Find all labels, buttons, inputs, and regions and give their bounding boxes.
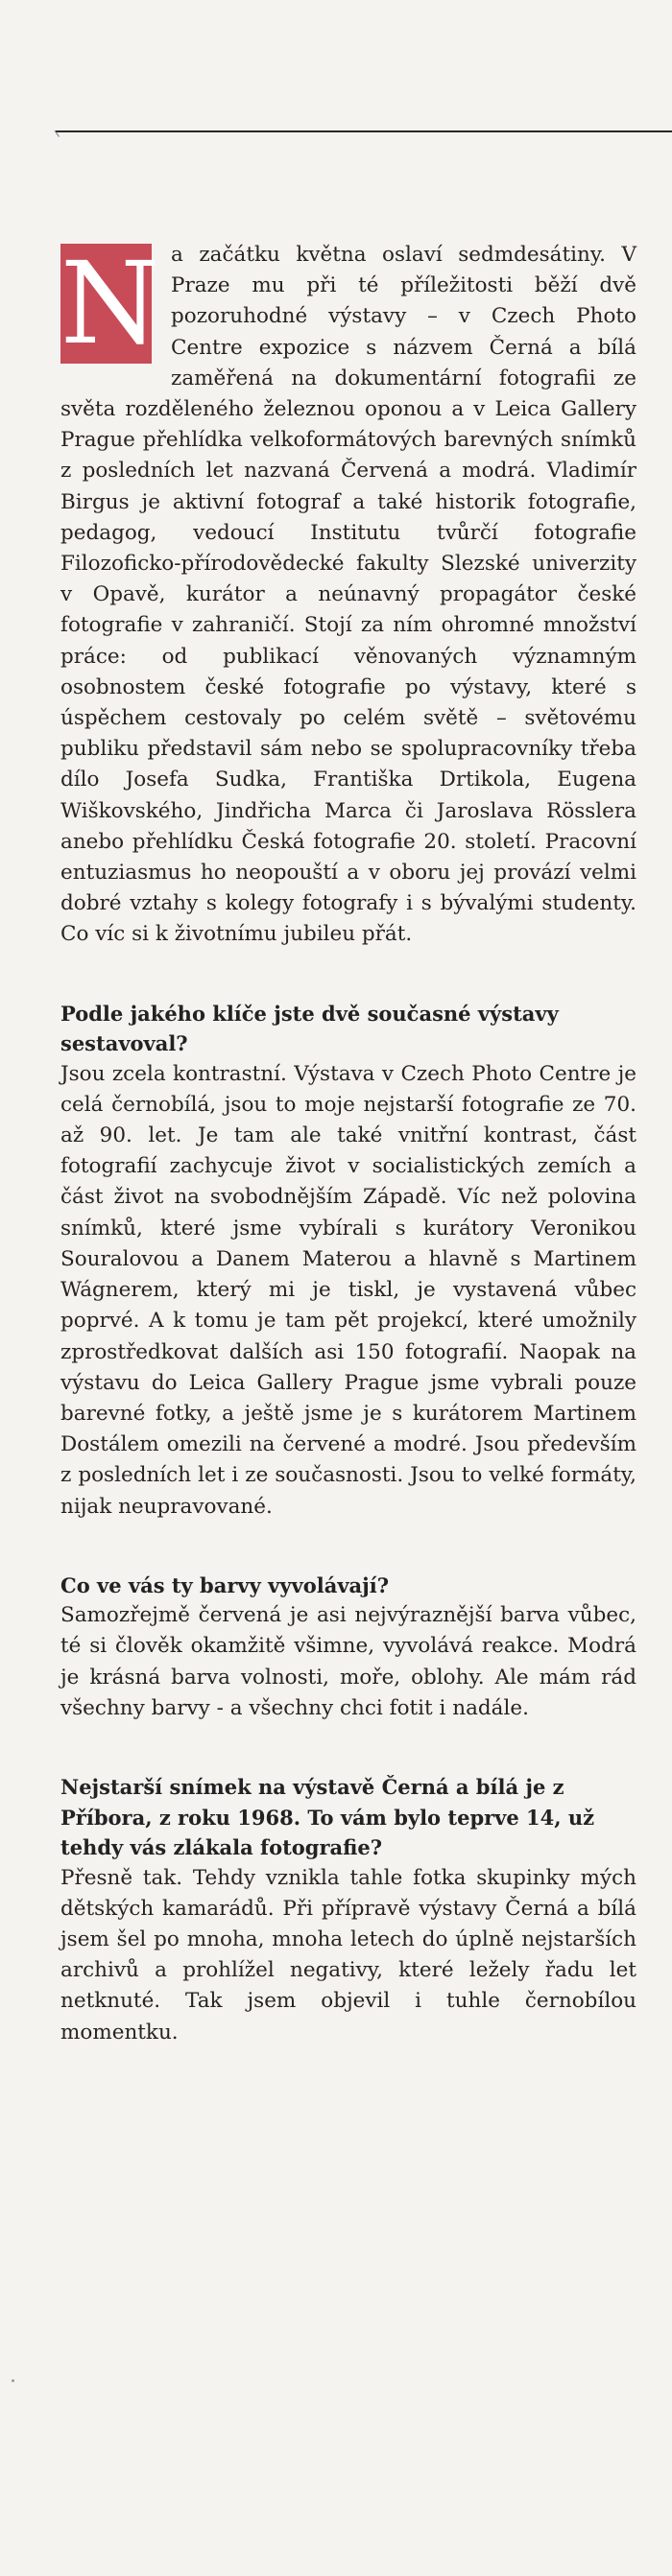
question-1: Podle jakého klíče jste dvě současné výstavy sestavoval? [60, 1001, 559, 1056]
question-2: Co ve vás ty barvy vyvolávají? [60, 1572, 390, 1597]
answer-3: Přesně tak. Tehdy vznikla tahle fotka skupinky mých dětských kamarádů. Při přípravě výstavy Černá a bílá jsem šel po mnoha, mnoha letech do úplně nejstarších archivů a prohlížel negativy, které ležely řadu let netknuté. Tak jsem objevil i tuhle černobílou momentku. [60, 1865, 636, 2044]
page-speck [12, 2379, 14, 2382]
qa-block-1 [60, 999, 636, 1523]
qa-block-3 [60, 1772, 636, 2048]
intro-paragraph [60, 237, 636, 951]
article-body [60, 237, 636, 2048]
question-3: Nejstarší snímek na výstavě Černá a bílá je z Příbora, z roku 1968. To vám bylo teprve 14, už tehdy vás zlákala fotografie? [60, 1775, 595, 1860]
answer-1: Jsou zcela kontrastní. Výstava v Czech Photo Centre je celá černobílá, jsou to moje nejstarší fotografie ze 70. až 90. let. Je tam ale také vnitřní kontrast, část fotografií zachycuje život v socialistických zemích a část život na svobodnějším Západě. Víc než polovina snímků, které jsme vybírali s kurátory Veronikou Souralovou a Danem Materou a hlavně s Martinem Wágnerem, který mi je tiskl, je vystavená vůbec poprvé. A k tomu je tam pět projekcí, které umožnily zprostředkovat dalších asi 150 fotografií. Naopak na výstavu do Leica Gallery Prague jsme vybrali pouze barevné fotky, a ještě jsme je s kurátorem Martinem Dostálem omezili na červené a modré. Jsou především z posledních let i ze současnosti. Jsou to velké formáty, nijak neupravované. [60, 1061, 636, 1519]
rule-tick-mark [55, 126, 66, 137]
dropcap-letter: N [60, 237, 160, 369]
answer-2: Samozřejmě červená je asi nejvýraznější barva vůbec, té si člověk okamžitě všimne, vyvolává reakce. Modrá je krásná barva volnosti, moře, oblohy. Ale mám rád všechny barvy - a všechny chci fotit i nadále. [60, 1603, 636, 1720]
intro-text: a začátku května oslaví sedmdesátiny. V Praze mu při té příležitosti běží dvě pozoruhodné výstavy – v Czech Photo Centre expozice s názvem Černá a bílá zaměřená na dokumentární fotografii ze světa rozděleného železnou oponou a v Leica Gallery Prague přehlídka velkoformátových barevných snímků z posledních let nazvaná Červená a modrá. Vladimír Birgus je aktivní fotograf a také historik fotografie, pedagog, vedoucí Institutu tvůrčí fotografie Filozoficko-přírodovědecké fakulty Slezské univerzity v Opavě, kurátor a neúnavný propagátor české fotografie v zahraničí. Stojí za ním ohromné množství práce: od publikací věnovaných významným osobnostem české fotografie po výstavy, které s úspěchem cestovaly po celém světě – světovému publiku představil sám nebo se spolupracovníky třeba dílo Josefa Sudka, Františka Drtikola, Eugena Wiškovského, Jindřicha Marca či Jaroslava Rösslera anebo přehlídku Česká fotografie 20. století. Pracovní entuziasmus ho neopouští a v oboru jej provází velmi dobré vztahy s kolegy fotografy i s bývalými studenty. Co víc si k životnímu jubileu přát. [60, 243, 636, 947]
qa-block-2 [60, 1571, 636, 1724]
header-rule [56, 130, 672, 132]
